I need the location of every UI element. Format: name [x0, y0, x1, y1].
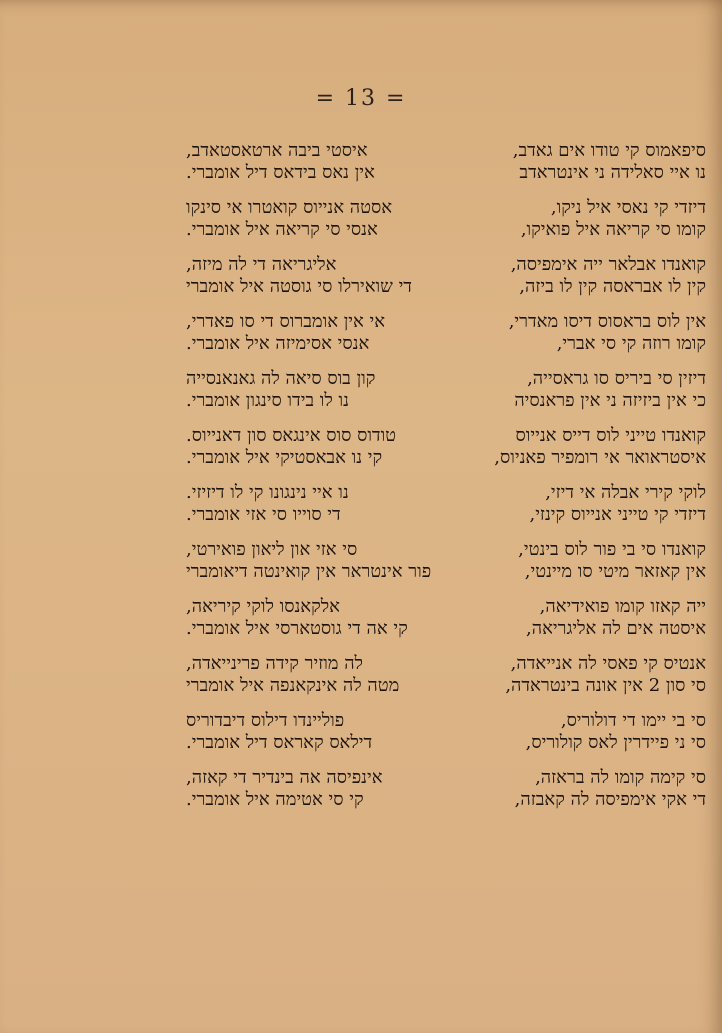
- verse-right-half: סיפאמוס קי טודו אים גאדב,: [512, 140, 706, 161]
- verse-left-half: קון בוס סיאה לה גאנאנסייה: [186, 368, 376, 389]
- verse-left-half: מטה לה אינקאנפה איל אומברי: [186, 675, 400, 696]
- stanza: [186, 482, 706, 526]
- verse-left-half: אין נאס בידאס דיל אומברי.: [186, 162, 375, 183]
- verse-line: [186, 140, 706, 162]
- verse-right-half: איסטראואר אי רומפיר פאניוס,: [494, 447, 706, 468]
- stanza: [186, 425, 706, 469]
- verse-line: [186, 539, 706, 561]
- verse-left-half: אי אין אומברוס די סו פאדרי,: [186, 311, 386, 332]
- verse-right-half: קין לו אבראסה קין לו ביזה,: [519, 276, 706, 297]
- verse-line: [186, 653, 706, 675]
- stanza: [186, 539, 706, 583]
- verse-right-half: קואנדו אבלאר ייה אימפיסה,: [510, 254, 706, 275]
- verse-line: [186, 311, 706, 333]
- verse-right-half: די אקי אימפיסה לה קאבזה,: [514, 789, 706, 810]
- poem-text: [186, 140, 706, 1000]
- verse-left-half: קי אה די גוסטארסי איל אומברי.: [186, 618, 408, 639]
- verse-left-half: איסטי ביבה ארטאסטאדב,: [186, 140, 368, 161]
- verse-left-half: סי אזי און ליאון פואירטי,: [186, 539, 358, 560]
- verse-left-half: פור אינטראר אין קואינטה דיאומברי: [186, 561, 432, 582]
- stanza: [186, 197, 706, 241]
- verse-right-half: לוקי קירי אבלה אי דיזי,: [545, 482, 706, 503]
- stanza: [186, 140, 706, 184]
- verse-left-half: קי נו אבאסטיקי איל אומברי.: [186, 447, 383, 468]
- verse-left-half: אינפיסה אה בינדיר די קאזה,: [186, 767, 383, 788]
- verse-left-half: קי סי אטימה איל אומברי.: [186, 789, 364, 810]
- verse-left-half: טודוס סוס אינגאס סון דאנייוס.: [186, 425, 397, 446]
- verse-line: [186, 390, 706, 412]
- stanza: [186, 596, 706, 640]
- verse-left-half: אסטה אנייוס קואטרו אי סינקו: [186, 197, 393, 218]
- stanza: [186, 710, 706, 754]
- verse-right-half: קואנדו טייני לוס דייס אנייוס: [515, 425, 706, 446]
- verse-left-half: די סוייו סי אזי אומברי.: [186, 504, 341, 525]
- verse-left-half: אנסי אסימיזה איל אומברי.: [186, 333, 370, 354]
- verse-left-half: דילאס קאראס דיל אומברי.: [186, 732, 373, 753]
- verse-left-half: נו לו בידו סינגון אומברי.: [186, 390, 350, 411]
- verse-line: [186, 767, 706, 789]
- verse-right-half: סי סון 2 אין אונה בינטראדה,: [505, 675, 706, 696]
- stanza: [186, 311, 706, 355]
- stanza: [186, 254, 706, 298]
- verse-right-half: קואנדו סי בי פור לוס בינטי,: [518, 539, 706, 560]
- verse-line: [186, 561, 706, 583]
- verse-line: [186, 732, 706, 754]
- verse-right-half: סי קימה קומו לה בראזה,: [535, 767, 706, 788]
- verse-left-half: לה מוזיר קידה פרינייאדה,: [186, 653, 363, 674]
- verse-line: [186, 710, 706, 732]
- stanza: [186, 653, 706, 697]
- verse-right-half: איסטה אים לה אליגריאה,: [526, 618, 706, 639]
- verse-line: [186, 276, 706, 298]
- verse-line: [186, 618, 706, 640]
- verse-right-half: סי ני פיידרין לאס קולוריס,: [525, 732, 706, 753]
- verse-right-half: דיזין סי ביריס סו גראסייה,: [527, 368, 706, 389]
- verse-line: [186, 162, 706, 184]
- verse-line: [186, 789, 706, 811]
- verse-right-half: דיזדי קי טייני אנייוס קינזי,: [529, 504, 706, 525]
- verse-line: [186, 596, 706, 618]
- verse-right-half: קומו סי קריאה איל פואיקו,: [520, 219, 706, 240]
- verse-right-half: ייה קאזו קומו פואידיאה,: [539, 596, 706, 617]
- verse-left-half: די שואירלו סי גוסטה איל אומברי: [186, 276, 412, 297]
- verse-line: [186, 333, 706, 355]
- verse-line: [186, 482, 706, 504]
- verse-left-half: נו איי נינגונו קי לו דיזיזי.: [186, 482, 349, 503]
- verse-line: [186, 447, 706, 469]
- verse-left-half: אליגריאה די לה מיזה,: [186, 254, 337, 275]
- page-number: = 13 =: [315, 86, 407, 111]
- verse-left-half: אלקאנסו לוקי קיריאה,: [186, 596, 340, 617]
- verse-right-half: קומו רוזה קי סי אברי,: [556, 333, 706, 354]
- verse-right-half: סי בי יימו די דולוריס,: [560, 710, 706, 731]
- verse-line: [186, 197, 706, 219]
- verse-left-half: פוליינדו דילוס דיבדוריס: [186, 710, 345, 731]
- verse-line: [186, 368, 706, 390]
- verse-right-half: אין קאזאר מיטי סו מיינטי,: [524, 561, 706, 582]
- verse-right-half: דיזדי קי נאסי איל ניקו,: [550, 197, 706, 218]
- verse-left-half: אנסי סי קריאה איל אומברי.: [186, 219, 378, 240]
- stanza: [186, 368, 706, 412]
- verse-line: [186, 219, 706, 241]
- verse-right-half: כי אין ביזיזה ני אין פראנסיה: [514, 390, 706, 411]
- verse-line: [186, 504, 706, 526]
- verse-right-half: נו איי סאלידה ני אינטראדב: [519, 162, 706, 183]
- verse-line: [186, 254, 706, 276]
- verse-right-half: אנטיס קי פאסי לה אנייאדה,: [510, 653, 706, 674]
- verse-line: [186, 675, 706, 697]
- verse-right-half: אין לוס בראסוס דיסו מאדרי,: [508, 311, 706, 332]
- stanza: [186, 767, 706, 811]
- verse-line: [186, 425, 706, 447]
